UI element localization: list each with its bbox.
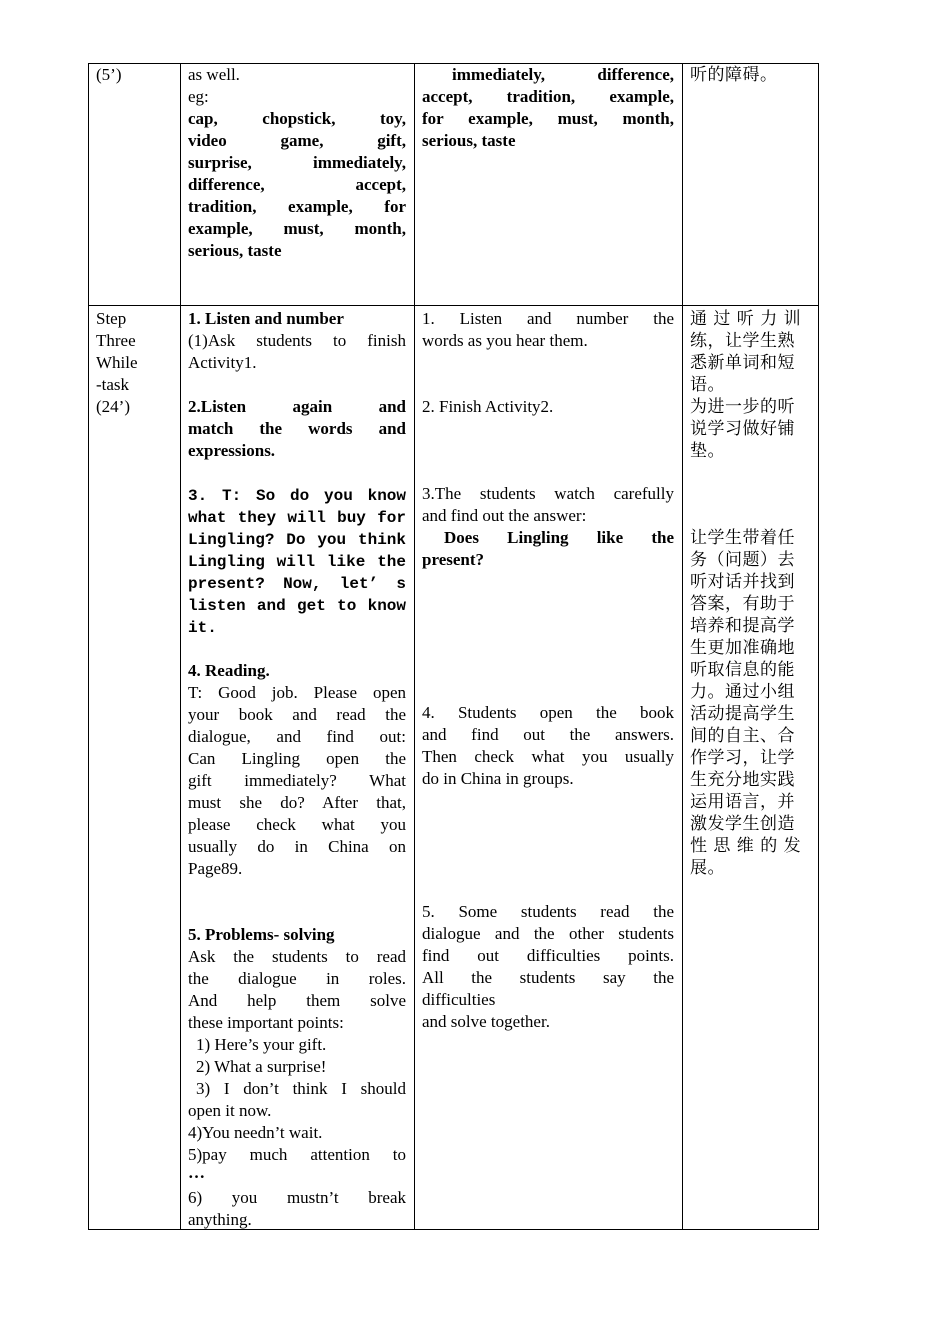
activity-2-student bbox=[422, 396, 674, 418]
vocab-line: serious, taste bbox=[422, 131, 516, 150]
step-duration: (24’) bbox=[96, 397, 130, 416]
purpose-text: 展。 bbox=[690, 858, 725, 878]
step-label: Three bbox=[96, 331, 136, 350]
student-text: do in China in groups. bbox=[422, 769, 574, 788]
purpose-text: 生更加准确地 bbox=[690, 638, 795, 658]
purpose-text: 听的障碍。 bbox=[690, 65, 778, 85]
vocab-line: video game, gift, bbox=[188, 131, 406, 150]
vocab-line: cap, chopstick, toy, bbox=[188, 109, 406, 128]
purpose-text: 垫。 bbox=[690, 441, 725, 461]
key-point: 2) What a surprise! bbox=[196, 1057, 327, 1076]
teacher-text: present? Now, let’ s bbox=[188, 575, 406, 593]
teacher-text: these important points: bbox=[188, 1013, 344, 1032]
activity-title: 2.Listen again and bbox=[188, 397, 406, 416]
purpose-text: 听取信息的能 bbox=[690, 660, 795, 680]
teacher-text: eg: bbox=[188, 87, 209, 106]
purpose-block-1 bbox=[690, 308, 814, 462]
vocab-line: accept, tradition, example, bbox=[422, 87, 674, 106]
student-text: 2. Finish Activity2. bbox=[422, 397, 554, 416]
purpose-text: 为进一步的听 bbox=[690, 397, 795, 417]
teacher-text: listen and get to know bbox=[188, 597, 406, 615]
teacher-text: your book and read the bbox=[188, 705, 406, 724]
teacher-text: must she do? After that, bbox=[188, 793, 406, 812]
student-text: and find out the answers. bbox=[422, 725, 674, 744]
purpose-text: 激发学生创造 bbox=[690, 814, 795, 834]
key-point: 1) Here’s your gift. bbox=[196, 1035, 327, 1054]
teacher-text: dialogue, and find out: bbox=[188, 727, 406, 746]
student-text: and find out the answer: bbox=[422, 506, 587, 525]
activity-4-teacher bbox=[188, 660, 406, 880]
purpose-text: 语。 bbox=[690, 375, 725, 395]
purpose-text: 运用语言，并 bbox=[690, 792, 795, 812]
activity-title: 1. Listen and number bbox=[188, 309, 344, 328]
teacher-text: usually do in China on bbox=[188, 837, 406, 856]
purpose-block-2 bbox=[690, 527, 814, 879]
teacher-text: gift immediately? What bbox=[188, 771, 406, 790]
purpose-text: 务（问题）去 bbox=[690, 550, 795, 570]
teacher-text: And help them solve bbox=[188, 991, 406, 1010]
row1-student-cell bbox=[422, 64, 674, 152]
teacher-text: Activity1. bbox=[188, 353, 257, 372]
table-border-right bbox=[818, 63, 819, 1230]
vocab-line: for example, must, month, bbox=[422, 109, 674, 128]
key-point: 3) I don’t think I should bbox=[196, 1079, 406, 1098]
purpose-text: 性 思 维 的 发 bbox=[690, 836, 802, 856]
purpose-text: 答案，有助于 bbox=[690, 594, 795, 614]
key-point: 4)You needn’t wait. bbox=[188, 1123, 323, 1142]
step-label: -task bbox=[96, 375, 130, 394]
activity-5-student bbox=[422, 901, 674, 1033]
table-border-left bbox=[88, 63, 89, 1230]
purpose-text: 活动提高学生 bbox=[690, 704, 795, 724]
activity-title: expressions. bbox=[188, 441, 276, 460]
key-point: open it now. bbox=[188, 1101, 272, 1120]
teacher-text: what they will buy for bbox=[188, 509, 406, 527]
vocab-line: surprise, immediately, bbox=[188, 153, 406, 172]
purpose-text: 通 过 听 力 训 bbox=[690, 309, 802, 329]
activity-4-student bbox=[422, 702, 674, 790]
key-point: … bbox=[188, 1163, 205, 1182]
student-question: present? bbox=[422, 550, 485, 569]
student-text: difficulties bbox=[422, 990, 496, 1009]
teacher-text: (1)Ask students to finish bbox=[188, 331, 406, 350]
purpose-text: 悉新单词和短 bbox=[690, 353, 795, 373]
key-point: 6) you mustn’t break bbox=[188, 1188, 406, 1207]
row1-purpose-cell bbox=[690, 64, 814, 86]
step-label: Step bbox=[96, 309, 127, 328]
teacher-text: the dialogue in roles. bbox=[188, 969, 406, 988]
teacher-text: please check what you bbox=[188, 815, 406, 834]
purpose-text: 说学习做好铺 bbox=[690, 419, 795, 439]
purpose-text: 力。通过小组 bbox=[690, 682, 795, 702]
student-text: and solve together. bbox=[422, 1012, 550, 1031]
teacher-text: 3. T: So do you know bbox=[188, 487, 406, 505]
teacher-text: Page89. bbox=[188, 859, 243, 878]
activity-3-teacher bbox=[188, 485, 406, 639]
vocab-line: immediately, difference, bbox=[452, 65, 674, 84]
activity-1-student bbox=[422, 308, 674, 352]
vocab-line: serious, taste bbox=[188, 241, 282, 260]
student-text: Then check what you usually bbox=[422, 747, 674, 766]
key-point: anything. bbox=[188, 1210, 252, 1229]
teacher-text: as well. bbox=[188, 65, 240, 84]
teacher-text: Ask the students to read bbox=[188, 947, 406, 966]
vocab-line: difference, accept, bbox=[188, 175, 406, 194]
activity-title: 4. Reading. bbox=[188, 661, 270, 680]
row1-step-cell bbox=[96, 64, 174, 86]
activity-title: 5. Problems- solving bbox=[188, 925, 335, 944]
activity-3-student bbox=[422, 483, 674, 571]
vocab-line: example, must, month, bbox=[188, 219, 406, 238]
key-point: 5)pay much attention to bbox=[188, 1145, 406, 1164]
table-divider-1 bbox=[180, 63, 181, 1230]
purpose-text: 听对话并找到 bbox=[690, 572, 795, 592]
row1-teacher-cell bbox=[188, 64, 406, 262]
student-text: 4. Students open the book bbox=[422, 703, 674, 722]
table-divider-3 bbox=[682, 63, 683, 1230]
purpose-text: 间的自主、合 bbox=[690, 726, 795, 746]
student-text: words as you hear them. bbox=[422, 331, 588, 350]
purpose-text: 作学习，让学 bbox=[690, 748, 795, 768]
student-question: Does Lingling like the bbox=[444, 528, 674, 547]
purpose-text: 生充分地实践 bbox=[690, 770, 795, 790]
step-label: While bbox=[96, 353, 138, 372]
row2-step-cell bbox=[96, 308, 174, 418]
activity-2-teacher bbox=[188, 396, 406, 462]
vocab-line: tradition, example, for bbox=[188, 197, 406, 216]
teacher-text: it. bbox=[188, 619, 217, 637]
student-text: 3.The students watch carefully bbox=[422, 484, 674, 503]
table-divider-2 bbox=[414, 63, 415, 1230]
teacher-text: T: Good job. Please open bbox=[188, 683, 406, 702]
activity-5-teacher bbox=[188, 924, 406, 1231]
row-divider bbox=[88, 305, 819, 306]
teacher-text: Can Lingling open the bbox=[188, 749, 406, 768]
teacher-text: Lingling will like the bbox=[188, 553, 406, 571]
student-text: All the students say the bbox=[422, 968, 674, 987]
student-text: 5. Some students read the bbox=[422, 902, 674, 921]
teacher-text: Lingling? Do you think bbox=[188, 531, 406, 549]
purpose-text: 让学生带着任 bbox=[690, 528, 795, 548]
student-text: dialogue and the other students bbox=[422, 924, 674, 943]
student-text: find out difficulties points. bbox=[422, 946, 674, 965]
purpose-text: 培养和提高学 bbox=[690, 616, 795, 636]
activity-1-teacher bbox=[188, 308, 406, 374]
step-duration: (5’) bbox=[96, 65, 122, 84]
student-text: 1. Listen and number the bbox=[422, 309, 674, 328]
purpose-text: 练，让学生熟 bbox=[690, 331, 795, 351]
activity-title: match the words and bbox=[188, 419, 406, 438]
